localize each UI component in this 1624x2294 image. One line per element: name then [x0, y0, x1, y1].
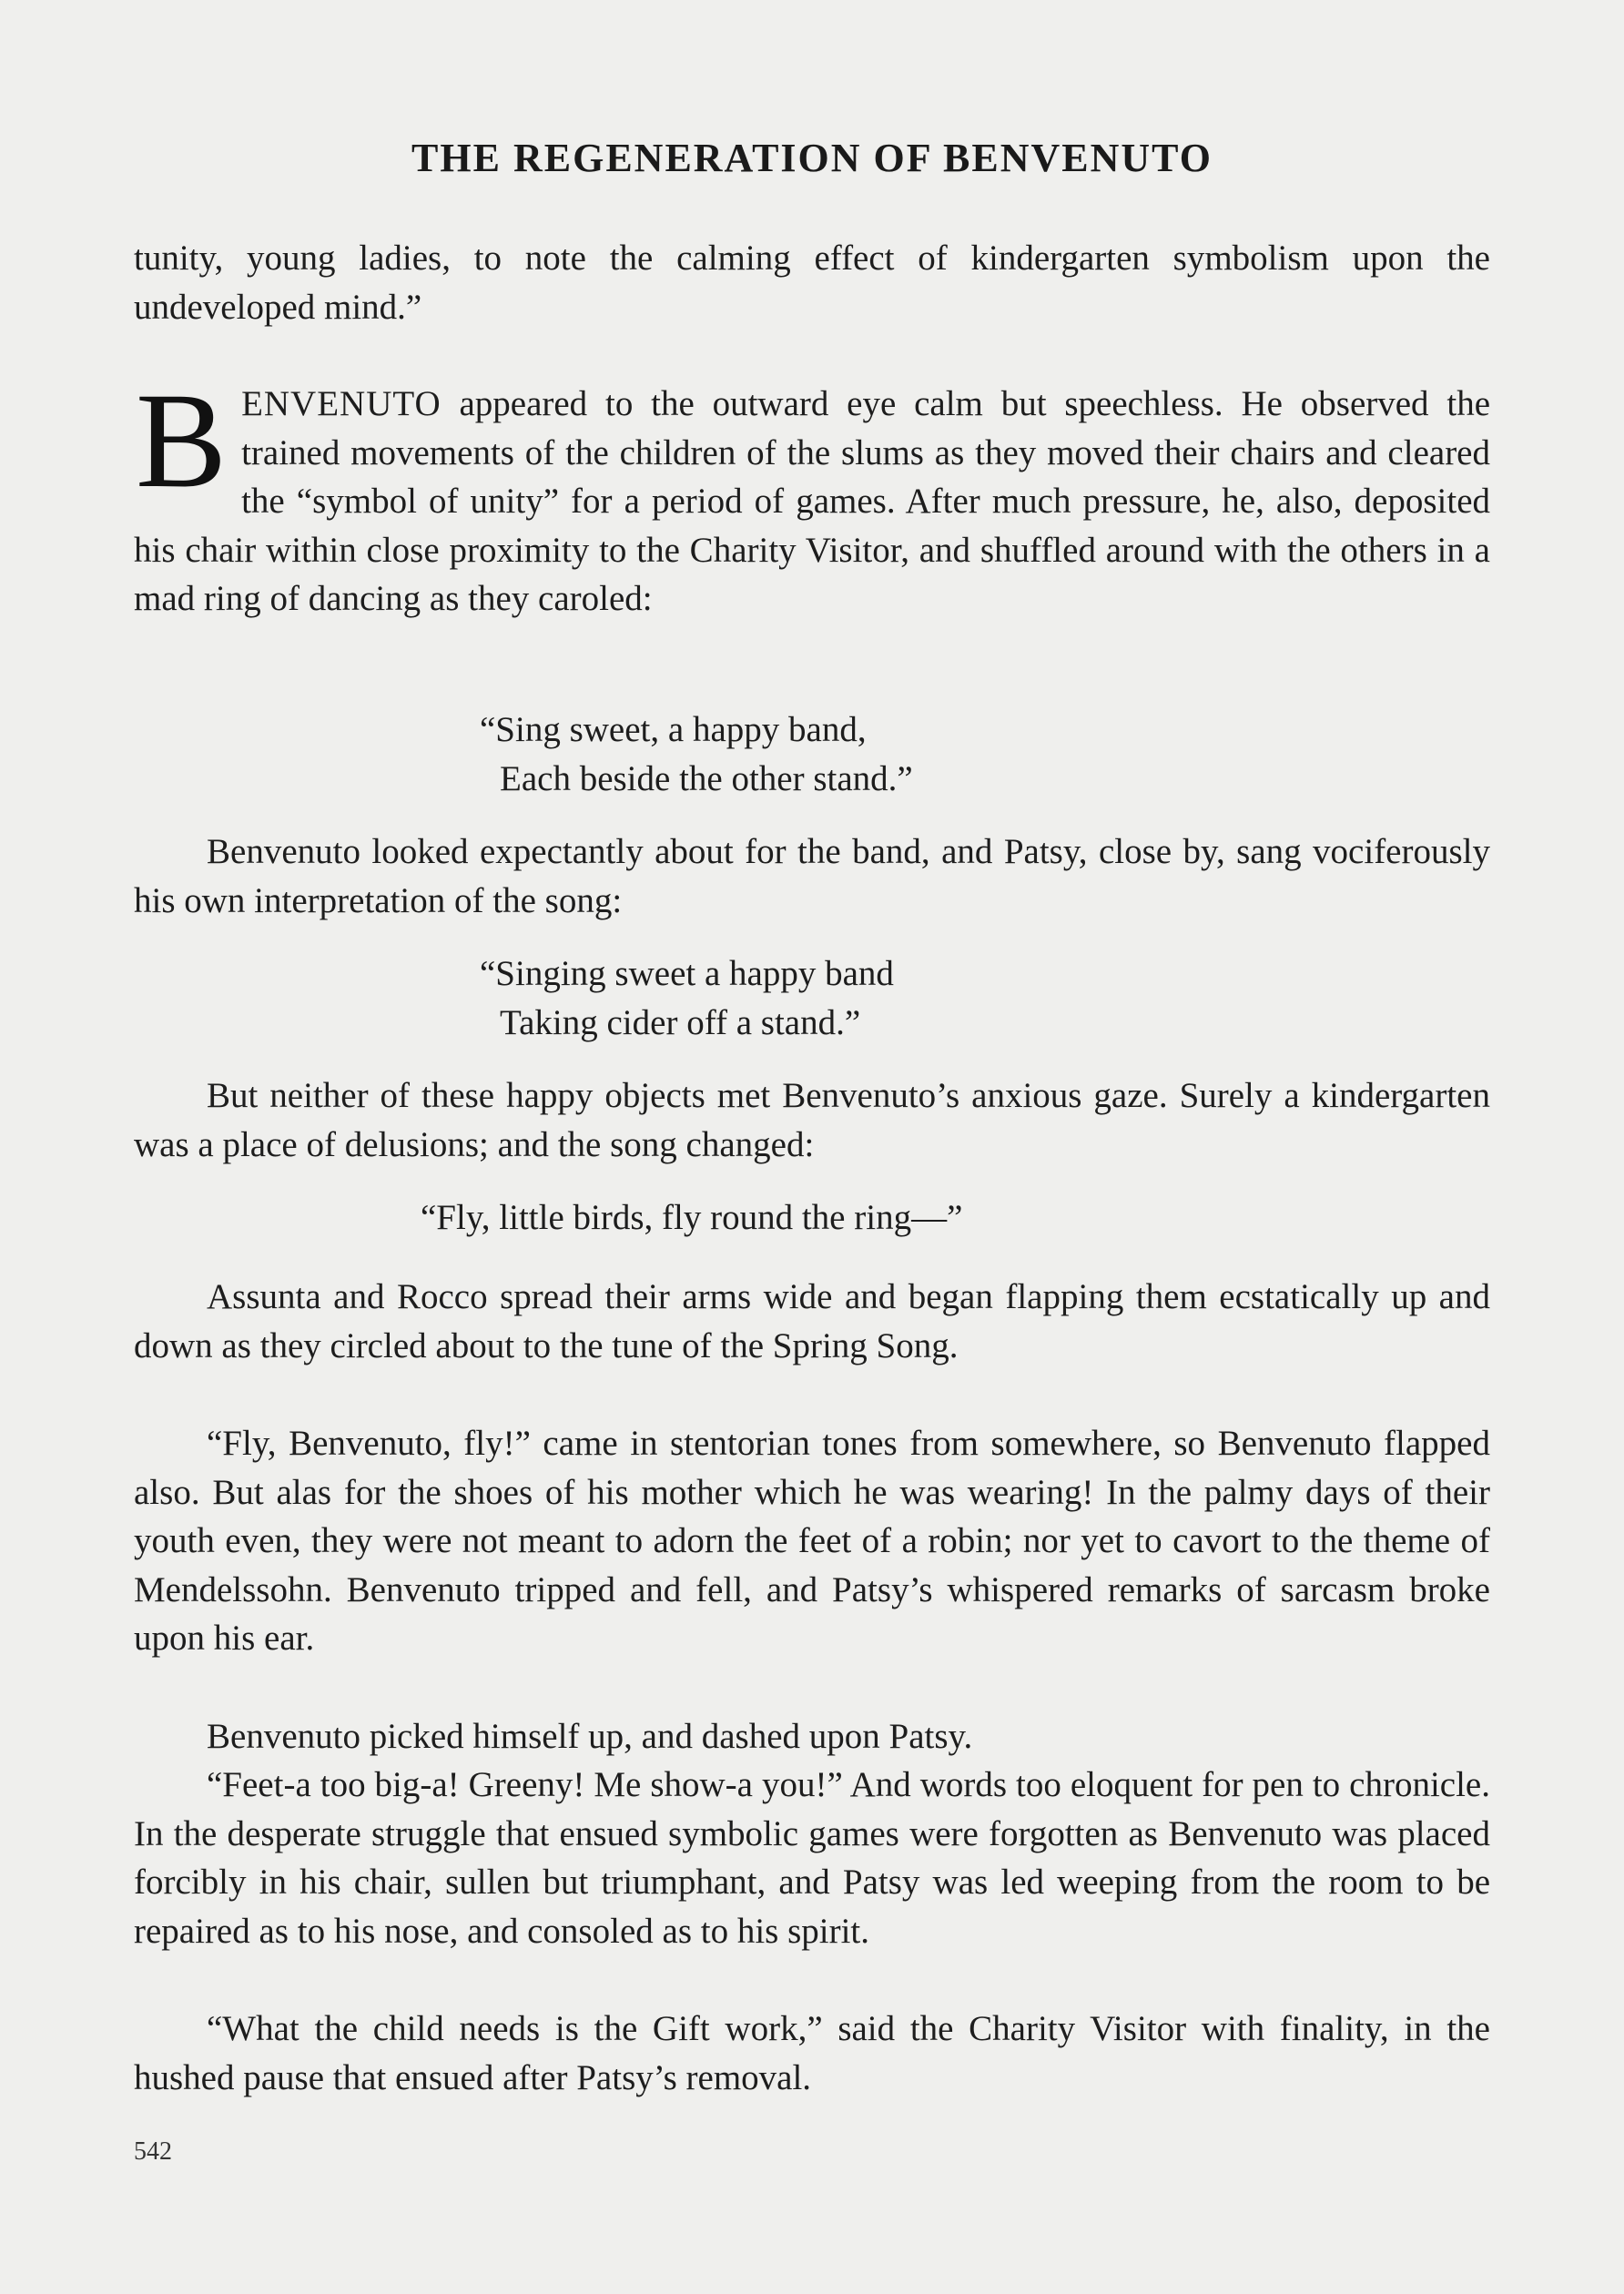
paragraph-5: “Fly, Benvenuto, fly!” came in stentorian tones from somewhere, so Benvenuto flapped also. But alas for the shoes of his mother which he was wearing! In the palmy days of their youth even, they were not meant to adorn the feet of a robin; nor yet to cavort to the theme of Mendelssohn. Benvenuto tripped and fell, and Patsy’s whispered remarks of sarcasm broke upon his ear.	[134, 1424, 1490, 1659]
paragraph-3: But neither of these happy objects met Benvenuto’s anxious gaze. Surely a kindergarten was a place of delusions; and the song changed:	[134, 1076, 1490, 1164]
paragraph-2: Benvenuto looked expectantly about for the band, and Patsy, close by, sang vociferously his own interpretation of the song:	[134, 832, 1490, 920]
drop-cap: B	[136, 365, 228, 516]
continuation-paragraph: tunity, young ladies, to note the calming effect of kindergarten symbolism upon the undeveloped mind.”	[134, 239, 1490, 327]
verse-3-line-1: “Fly, little birds, fly round the ring—”	[421, 1198, 963, 1237]
page-number: 542	[134, 2137, 172, 2166]
verse-2-line-1: “Singing sweet a happy band	[480, 954, 894, 993]
verse-1-line-1: “Sing sweet, a happy band,	[480, 710, 867, 749]
verse-2-line-2: Taking cider off a stand.”	[500, 1002, 861, 1042]
verse-1-line-2: Each beside the other stand.”	[500, 758, 913, 798]
dropcap-smallcaps: ENVENUTO	[241, 384, 442, 423]
verse-2	[480, 949, 894, 1047]
paragraph-8: “What the child needs is the Gift work,” said the Charity Visitor with finality, in the hushed pause that ensued after Patsy’s removal.	[134, 2009, 1490, 2097]
verse-1	[480, 705, 913, 803]
paragraph-4: Assunta and Rocco spread their arms wide and began flapping them ecstatically up and down as they circled about to the tune of the Spring Song.	[134, 1277, 1490, 1365]
paragraph-6: Benvenuto picked himself up, and dashed upon Patsy.	[207, 1717, 973, 1756]
dropcap-paragraph-text: appeared to the outward eye calm but speechless. He observed the trained movements of the children of the slums as they moved their chairs and cleared the “symbol of unity” for a period of games. After much pressure, he, also, deposited his chair within close proximity to the Charity Visitor, and shuffled around with the others in a mad ring of dancing as they caroled:	[134, 384, 1490, 619]
dropcap-paragraph	[134, 365, 1490, 624]
verse-3	[421, 1193, 962, 1243]
running-head: THE REGENERATION OF BENVENUTO	[411, 136, 1213, 180]
paragraph-7: “Feet-a too big-a! Greeny! Me show-a you!” And words too eloquent for pen to chronicle. In the desperate struggle that ensued symbolic games were forgotten as Benvenuto was placed forcibly in his chair, sullen but triumphant, and Patsy was led weeping from the room to be repaired as to his nose, and consoled as to his spirit.	[134, 1765, 1490, 1951]
